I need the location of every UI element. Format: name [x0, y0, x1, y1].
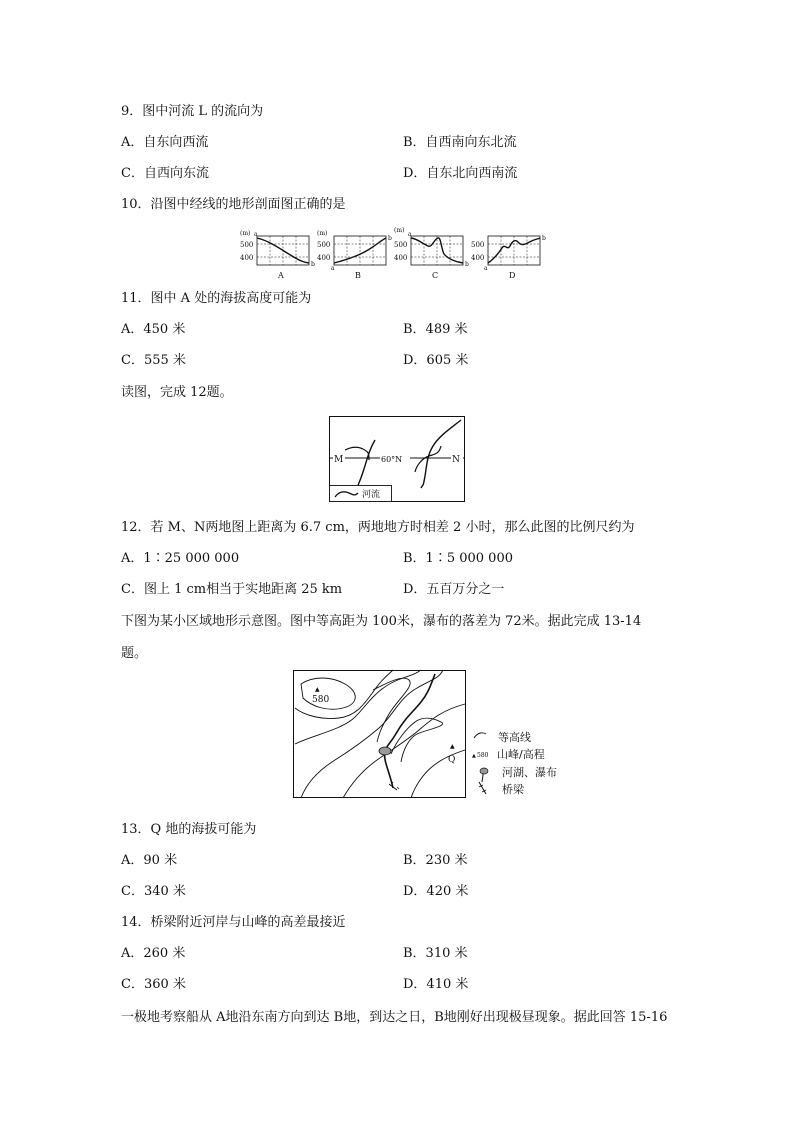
legend-river-label: 河湖、瀑布: [502, 766, 557, 779]
q13-option-d: D．420 米: [403, 884, 469, 899]
q12-option-b: B．1∶5 000 000: [403, 551, 513, 566]
q14-option-b: B．310 米: [403, 946, 468, 961]
map12-parallel-label: 60°N: [381, 455, 403, 464]
q11-stem: 11．图中 A 处的海拔高度可能为: [121, 291, 312, 306]
profile-unit-c: (m): [394, 227, 405, 234]
q14-option-c: C．360 米: [121, 977, 186, 992]
profile-tick-400-d: 400: [471, 254, 485, 262]
q-peak-icon: ▲: [450, 743, 455, 750]
q13-stem: 13．Q 地的海拔可能为: [121, 822, 257, 837]
profile-c-start: a: [408, 231, 412, 238]
q12-stem: 12．若 M、N两地图上距离为 6.7 cm，两地地方时相差 2 小时，那么此图的比例尺约为: [121, 520, 635, 535]
peak-triangle-icon: ▲: [315, 686, 320, 693]
profile-panel-c: [394, 227, 469, 280]
q13-option-b: B．230 米: [403, 853, 468, 868]
legend-peak-icon: ▲: [472, 753, 476, 759]
q11-option-b: B．489 米: [403, 322, 468, 337]
profile-panel-a: [240, 230, 315, 280]
profile-b-end: b: [388, 235, 392, 242]
q9-stem: 9．图中河流 L 的流向为: [121, 104, 264, 119]
profile-label-a: A: [278, 271, 284, 280]
q15-intro: 一极地考察船从 A地沿东南方向到达 B地，到达之日，B地刚好出现极昼现象。据此回答 15-16: [121, 1010, 668, 1025]
profile-tick-500-b: 500: [317, 241, 331, 249]
q10-stem: 10．沿图中经线的地形剖面图正确的是: [121, 197, 346, 212]
map12-point-m: M: [334, 455, 344, 465]
q11-option-d: D．605 米: [403, 353, 469, 368]
map12-figure: [329, 416, 465, 502]
contour-map-figure: [293, 670, 583, 800]
profile-unit-b: (m): [317, 230, 328, 237]
profile-tick-500-d: 500: [471, 241, 485, 249]
profile-d-start: a: [484, 265, 488, 272]
read-prompt: 读图，完成 12题。: [121, 385, 233, 400]
q12-option-c: C．图上 1 cm相当于实地距离 25 km: [121, 582, 343, 597]
profile-tick-500-c: 500: [394, 241, 408, 249]
q9-option-c: C．自西向东流: [121, 166, 209, 181]
profile-tick-400-c: 400: [394, 254, 408, 262]
intro13-line1: 下图为某小区域地形示意图。图中等高距为 100米，瀑布的落差为 72米。据此完成 13-14: [121, 614, 642, 629]
profile-figure: [238, 226, 546, 286]
profile-d-end: b: [542, 235, 546, 242]
profile-a-start: a: [254, 231, 258, 238]
profile-panel-d: [471, 235, 546, 280]
profile-tick-500-a: 500: [240, 241, 254, 249]
profile-unit-a: (m): [240, 230, 251, 237]
q14-option-a: A．260 米: [121, 946, 186, 961]
legend-contour-symbol: [474, 733, 486, 738]
q11-option-c: C．555 米: [121, 353, 186, 368]
map12-legend-river: 河流: [362, 490, 381, 500]
profile-a-end: b: [311, 261, 315, 268]
profile-b-start: a: [331, 265, 335, 272]
legend-peak-label: 山峰/高程: [497, 748, 545, 761]
legend-peak-value: 580: [477, 752, 489, 759]
profile-label-b: B: [355, 271, 361, 280]
q14-stem: 14．桥梁附近河岸与山峰的高差最接近: [121, 915, 346, 930]
q13-option-c: C．340 米: [121, 884, 186, 899]
map12-point-n: N: [452, 455, 460, 465]
q9-option-a: A．自东向西流: [121, 135, 209, 150]
profile-c-end: b: [465, 261, 469, 268]
q9-option-b: B．自西南向东北流: [403, 135, 517, 150]
q14-option-d: D．410 米: [403, 977, 469, 992]
q12-option-a: A．1∶25 000 000: [121, 551, 240, 566]
point-q-label: Q: [448, 755, 456, 765]
profile-tick-400-b: 400: [317, 254, 331, 262]
legend-bridge-label: 桥梁: [502, 783, 524, 796]
q9-option-d: D．自东北向西南流: [403, 166, 518, 181]
lake-symbol: [379, 747, 391, 755]
profile-label-c: C: [432, 271, 439, 280]
legend-bridge-symbol: [479, 782, 486, 794]
profile-tick-400-a: 400: [240, 254, 254, 262]
q13-option-a: A．90 米: [121, 853, 178, 868]
legend-lake-symbol: [480, 768, 488, 774]
legend-contour-label: 等高线: [498, 731, 531, 744]
profile-label-d: D: [509, 271, 516, 280]
profile-panel-b: [317, 230, 392, 280]
q11-option-a: A．450 米: [121, 322, 186, 337]
peak-elevation-label: 580: [312, 695, 330, 705]
intro13-line2: 题。: [121, 646, 148, 661]
q12-option-d: D．五百万分之一: [403, 582, 505, 597]
